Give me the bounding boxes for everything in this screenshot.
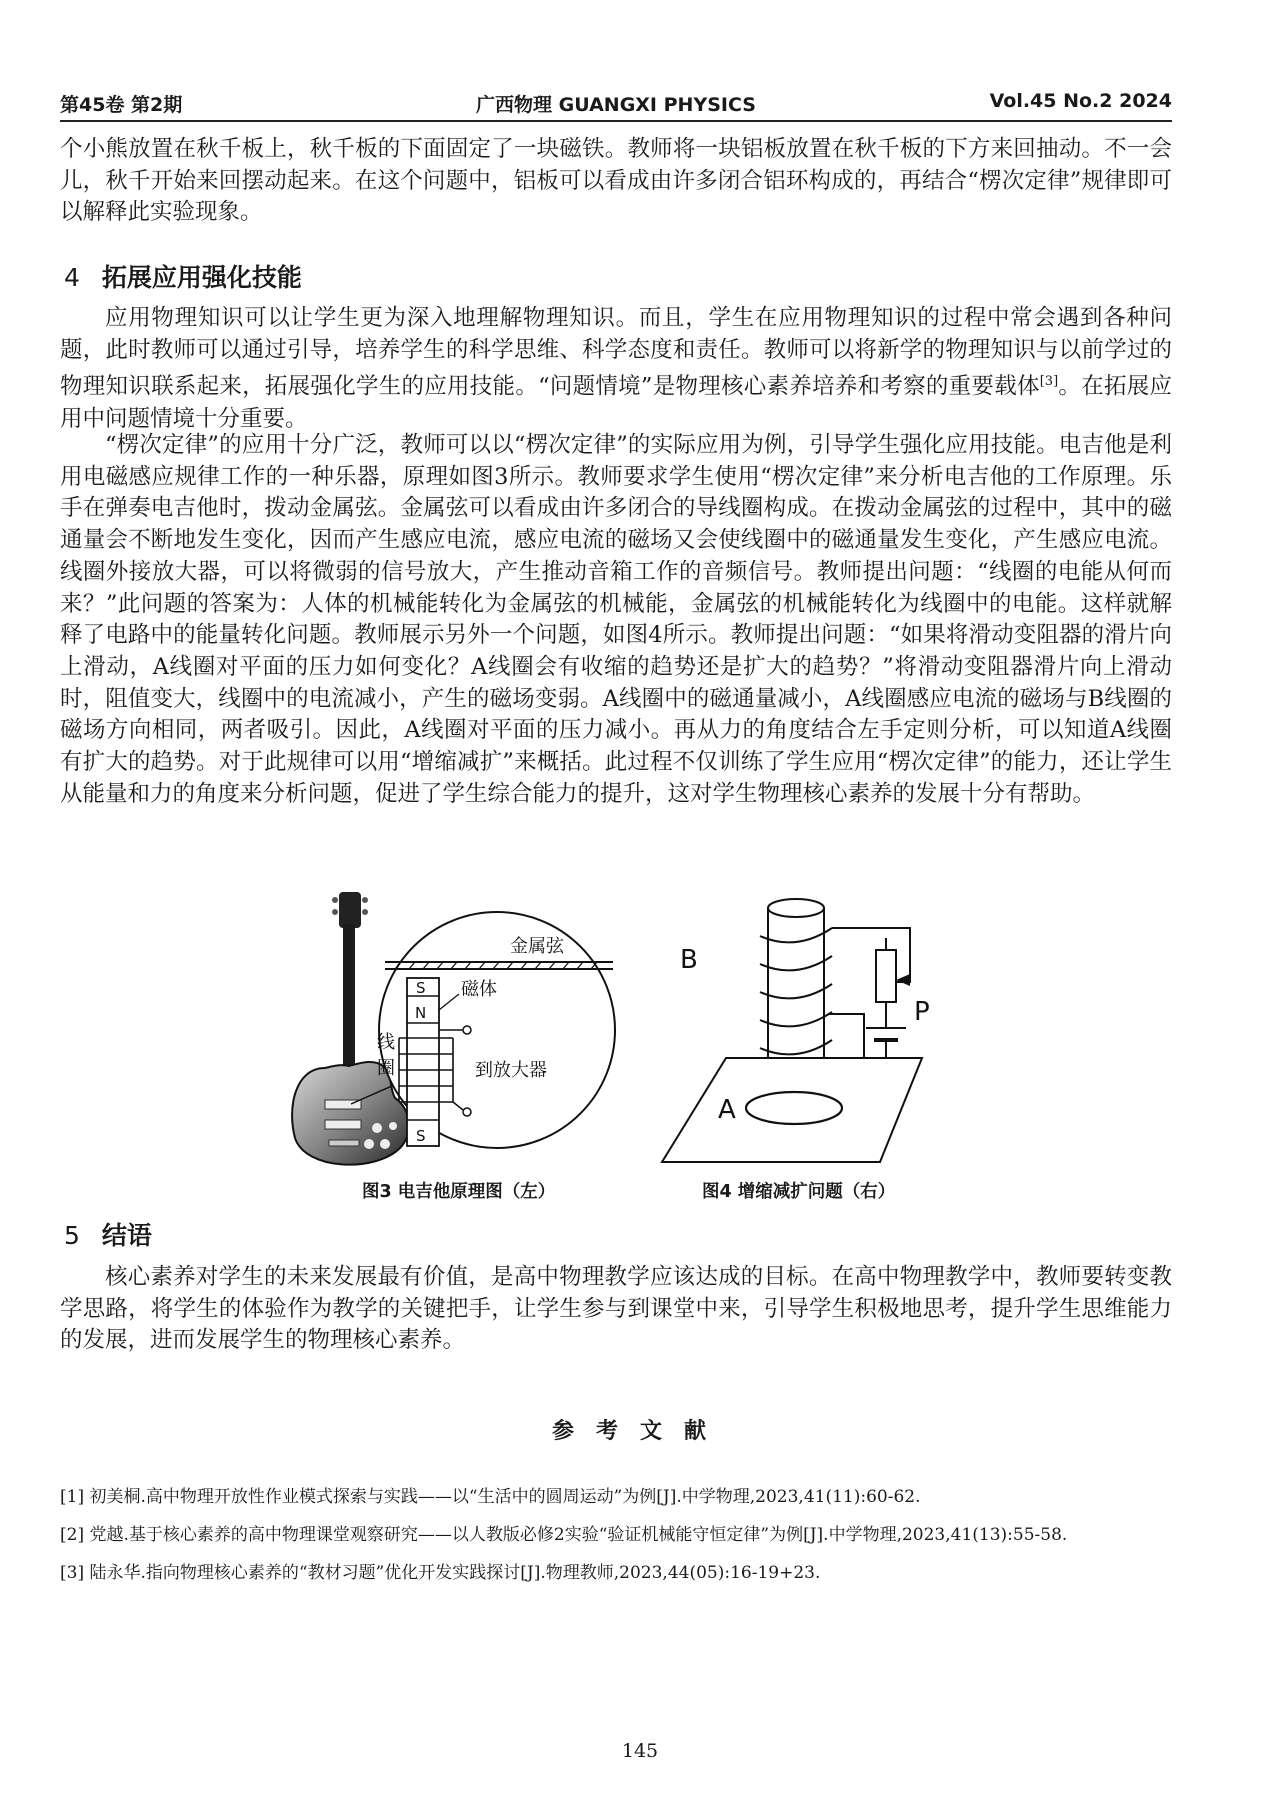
label-coil-char-1: 线 xyxy=(377,1032,395,1053)
reference-1: [1] 初美桐.高中物理开放性作业模式探索与实践——以“生活中的圆周运动”为例[J].中学物理,2023,41(11):60-62. xyxy=(60,1487,921,1507)
section-5-paragraph: 核心素养对学生的未来发展最有价值，是高中物理教学应该达成的目标。在高中物理教学中，教师要转变教学思路，将学生的体验作为教学的关键把手，让学生参与到课堂中来，引导学生积极地思考，提升学生思维能力的发展，进而发展学生的物理核心素养。 xyxy=(60,1264,1172,1354)
section-4-paragraph-1-text: 应用物理知识可以让学生更为深入地理解物理知识。而且，学生在应用物理知识的过程中常会遇到各种问题，此时教师可以通过引导，培养学生的科学思维、科学态度和责任。教师可以将新学的物理知识与以前学过的物理知识联系起来，拓展强化学生的应用技能。“问题情境”是物理核心素养培养和考察的重要载体 xyxy=(60,305,1172,400)
section-4-title: 拓展应用强化技能 xyxy=(101,263,302,292)
coil-a-ring xyxy=(746,1092,842,1124)
section-4-paragraph-2: “楞次定律”的应用十分广泛，教师可以以“楞次定律”的实际应用为例，引导学生强化应用技能。电吉他是利用电磁感应规律工作的一种乐器，原理如图3所示。教师要求学生使用“楞次定律”来分析电吉他的工作原理。乐手在弹奏电吉他时，拨动金属弦。金属弦可以看成由许多闭合的导线圈构成。在拨动金属弦的过程中，其中的磁通量会不断地发生变化，因而产生感应电流，感应电流的磁场又会使线圈中的磁通量发生变化，产生感应电流。线圈外接放大器，可以将微弱的信号放大，产生推动音箱工作的音频信号。教师提出问题：“线圈的电能从何而来？”此问题的答案为：人体的机械能转化为金属弦的机械能，金属弦的机械能转化为线圈中的电能。这样就解释了电路中的能量转化问题。教师展示另外一个问题，如图4所示。教师提出问题：“如果将滑动变阻器的滑片向上滑动，A线圈对平面的压力如何变化？A线圈会有收缩的趋势还是扩大的趋势？”将滑动变阻器滑片向上滑动时，阻值变大，线圈中的电流减小，产生的磁场变弱。A线圈中的磁通量减小，A线圈感应电流的磁场与B线圈的磁场方向相同，两者吸引。因此，A线圈对平面的压力减小。再从力的角度结合左手定则分析，可以知道A线圈有扩大的趋势。对于此规律可以用“增缩减扩”来概括。此过程不仅训练了学生应用“楞次定律”的能力，还让学生从能量和力的角度来分析问题，促进了学生综合能力的提升，这对学生物理核心素养的发展十分有帮助。 xyxy=(60,432,1172,807)
section-5-number: 5 xyxy=(64,1221,80,1250)
citation-3: [3] xyxy=(1039,374,1059,390)
references-title: 参考文献 xyxy=(551,1419,728,1444)
rheostat-slider xyxy=(896,974,910,986)
figure-4-caption: 图4 增缩减扩问题（右） xyxy=(702,1182,896,1202)
solenoid-cylinder xyxy=(768,899,824,1068)
section-4-paragraph-1 xyxy=(60,303,1172,435)
header-journal-name: 广西物理 GUANGXI PHYSICS xyxy=(476,94,756,116)
sliding-rheostat xyxy=(876,950,896,1002)
label-south-top: S xyxy=(416,979,426,997)
label-metal-string: 金属弦 xyxy=(510,936,564,957)
header-rule xyxy=(60,120,1172,122)
label-north: N xyxy=(415,1004,427,1022)
page-number: 145 xyxy=(621,1740,659,1762)
label-south-bottom: S xyxy=(416,1127,426,1145)
label-b: B xyxy=(680,945,698,975)
label-a: A xyxy=(718,1095,736,1125)
figure-3-caption: 图3 电吉他原理图（左） xyxy=(362,1182,556,1202)
label-coil-char-2: 圈 xyxy=(377,1058,395,1079)
reference-3: [3] 陆永华.指向物理核心素养的“教材习题”优化开发实践探讨[J].物理教师,2023,44(05):16-19+23. xyxy=(60,1563,821,1583)
header-volume-issue: 第45卷 第2期 xyxy=(60,94,183,116)
section-4-heading xyxy=(64,258,302,294)
label-p: P xyxy=(914,997,930,1027)
section-5-heading xyxy=(64,1216,152,1252)
label-magnet: 磁体 xyxy=(461,979,497,1000)
label-to-amplifier: 到放大器 xyxy=(475,1060,547,1081)
running-header xyxy=(60,88,1172,118)
figure-4-coil-diagram xyxy=(660,892,945,1170)
intro-paragraph: 个小熊放置在秋千板上，秋千板的下面固定了一块磁铁。教师将一块铝板放置在秋千板的下方来回抽动。不一会儿，秋千开始来回摆动起来。在这个问题中，铝板可以看成由许多闭合铝环构成的，再结合“楞次定律”规律即可以解释此实验现象。 xyxy=(60,136,1172,226)
section-4-number: 4 xyxy=(64,263,80,292)
figure-3-electric-guitar-diagram xyxy=(285,888,630,1170)
section-5-title: 结语 xyxy=(101,1221,152,1250)
header-volume-english: Vol.45 No.2 2024 xyxy=(989,90,1172,112)
section-4-paragraph-1-tail: 。在拓展应用中问题情境十分重要。 xyxy=(60,373,1172,432)
reference-2: [2] 党越.基于核心素养的高中物理课堂观察研究——以人教版必修2实验“验证机械能守恒定律”为例[J].中学物理,2023,41(13):55-58. xyxy=(60,1525,1068,1545)
